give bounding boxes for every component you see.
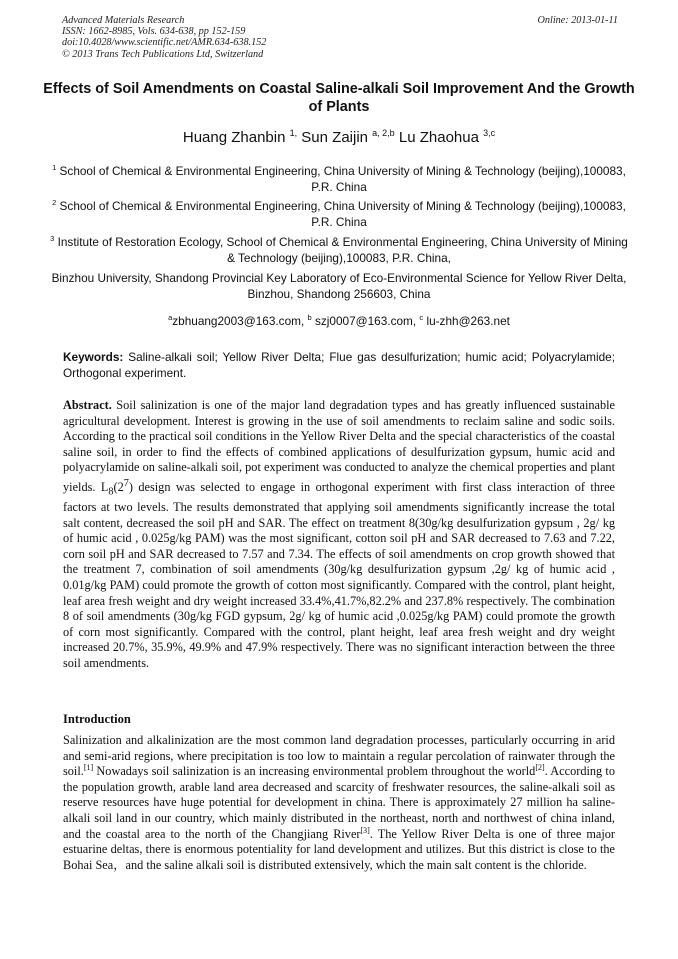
affiliation-1 — [50, 164, 628, 195]
author-affiliation-mark: 1, — [289, 128, 298, 138]
affiliation-text: Institute of Restoration Ecology, School of Chemical & Environmental Engineering, China University of Mining & Technology (beijing),100083, P.R. China, — [57, 235, 628, 265]
keywords-label: Keywords: — [63, 350, 124, 364]
paper-title: Effects of Soil Amendments on Coastal Saline-alkali Soil Improvement And the Growth of Plants — [43, 81, 635, 115]
affiliation-number: 1 — [52, 163, 57, 172]
affiliation-4 — [50, 271, 628, 302]
affiliation-text: School of Chemical & Environmental Engineering, China University of Mining & Technology (beijing),100083, P.R. China — [59, 199, 626, 229]
email-address[interactable]: zbhuang2003@163.com, — [172, 314, 308, 328]
intro-text: Salinization and alkalinization are the most common land degradation processes, particularly occurring in arid and semi-arid regions, where precipitation is too low to maintain a regular percolation of rainwater through the soil. — [63, 733, 615, 779]
design-superscript: 7 — [123, 477, 129, 489]
affiliation-3 — [50, 235, 628, 266]
author-affiliation-mark: a, 2,b — [372, 128, 395, 138]
online-date: Online: 2013-01-11 — [537, 15, 618, 26]
citation-ref[interactable]: [2] — [535, 763, 545, 773]
author-name: Huang Zhanbin — [182, 129, 286, 146]
author-affiliation-mark: 3,c — [483, 128, 496, 138]
keywords-paragraph — [63, 349, 615, 381]
affiliation-number: 3 — [50, 234, 55, 243]
copyright-line: © 2013 Trans Tech Publications Ltd, Switzerland — [62, 48, 264, 60]
design-paren: (2 — [113, 480, 124, 495]
intro-text: Nowadays soil salinization is an increasing environmental problem throughout the world — [93, 764, 536, 779]
email-mark: c — [419, 313, 424, 322]
abstract-label: Abstract. — [63, 398, 112, 412]
intro-text: . The Yellow River Delta is one of three major estuarine deltas, there is enormous potentiality for land development and utilizes. But this district is close to the Bohai Sea，and the saline alkali soil is distributed extensively, which the main salt content is the chloride. — [63, 826, 616, 872]
abstract-text: ) design was selected to engage in orthogonal experiment with first class interaction of three factors at two levels. The results demonstrated that applying soil amendments significantly increase the total salt content, decreased the soil pH and SAR. The effect on treatment 8(30g/kg desulfurization gypsum , 2g/ kg of humic acid , 0.025g/kg PAM) was the most significant, cotton soil pH and SAR decreased to 7.63 and 7.22, corn soil pH and SAR decreased to 7.57 and 7.34. The effects of soil amendments on crop growth showed that the treatment 7, combination of soil amendments (30g/kg desulfurization gypsum ,2g/ kg of humic acid , 0.01g/kg PAM) could promote the growth of cotton most significantly. Compared with the control, plant height, leaf area fresh weight and dry weight increased 33.4%,41.7%,82.2% and 237.8% respectively. The combination 8 of soil amendments (30g/kg FGD gypsum, 2g/ kg of humic acid ,0.025g/kg PAM) could promote the growth of corn most significantly. Compared with the control, plant height, leaf area fresh weight and dry weight increased 20.7%, 35.9%, 49.9% and 47.9% respectively. There was no significant interaction between the three soil amendments. — [63, 480, 615, 671]
design-subscript: 8 — [108, 486, 114, 498]
citation-ref[interactable]: [3] — [360, 825, 370, 835]
abstract-text: Soil salinization is one of the major land degradation types and has greatly influenced sustainable agricultural development. Interest is growing in the use of soil amendments to reclaim saline and sodic soils. According to the practical soil conditions in the Yellow River Delta and the special characteristics of the coastal saline soil, in order to find the effects of combined applications of desulfurization gypsum, humic acid and polyacrylamide on saline-alkali soil, pot experiment was conducted to analyze the chemical properties and plant yields. L — [63, 398, 615, 495]
affiliation-2 — [50, 199, 628, 230]
abstract-paragraph — [63, 398, 615, 672]
author-name: Sun Zaijin — [301, 129, 368, 146]
email-address[interactable]: lu-zhh@263.net — [423, 314, 510, 328]
email-mark: a — [168, 313, 173, 322]
issn-line: ISSN: 1662-8985, Vols. 634-638, pp 152-159 — [62, 26, 246, 38]
intro-text: . According to the population growth, arable land area decreased and scarcity of freshwater resources, the saline-alkali soil as reserve resources have huge potential for development in china. There is approximately 27 million ha saline-alkali soil land in our country, which mainly distributed in the northeast, north and northwest of china inland, and the coastal area to the north of the Changjiang River — [63, 764, 616, 841]
author-list — [40, 128, 638, 148]
affiliation-number: 2 — [52, 198, 57, 207]
section-heading-introduction: Introduction — [63, 712, 131, 726]
journal-header — [62, 15, 618, 60]
doi-line: doi:10.4028/www.scientific.net/AMR.634-638.152 — [62, 37, 267, 49]
affiliation-text: School of Chemical & Environmental Engineering, China University of Mining & Technology (beijing),100083, P.R. China — [59, 164, 626, 194]
introduction-paragraph — [63, 733, 615, 873]
email-mark: b — [307, 313, 312, 322]
citation-ref[interactable]: [1] — [83, 763, 94, 773]
author-name: Lu Zhaohua — [398, 129, 479, 146]
affiliation-text: Binzhou University, Shandong Provincial Key Laboratory of Eco-Environmental Science for Yellow River Delta, Binzhou, Shandong 256603, China — [51, 271, 627, 301]
journal-name: Advanced Materials Research — [62, 15, 185, 26]
email-address[interactable]: szj0007@163.com, — [311, 314, 420, 328]
author-emails — [50, 314, 628, 330]
keywords-text: Saline-alkali soil; Yellow River Delta; Flue gas desulfurization; humic acid; Polyacrylamide; Orthogonal experiment. — [63, 350, 615, 380]
